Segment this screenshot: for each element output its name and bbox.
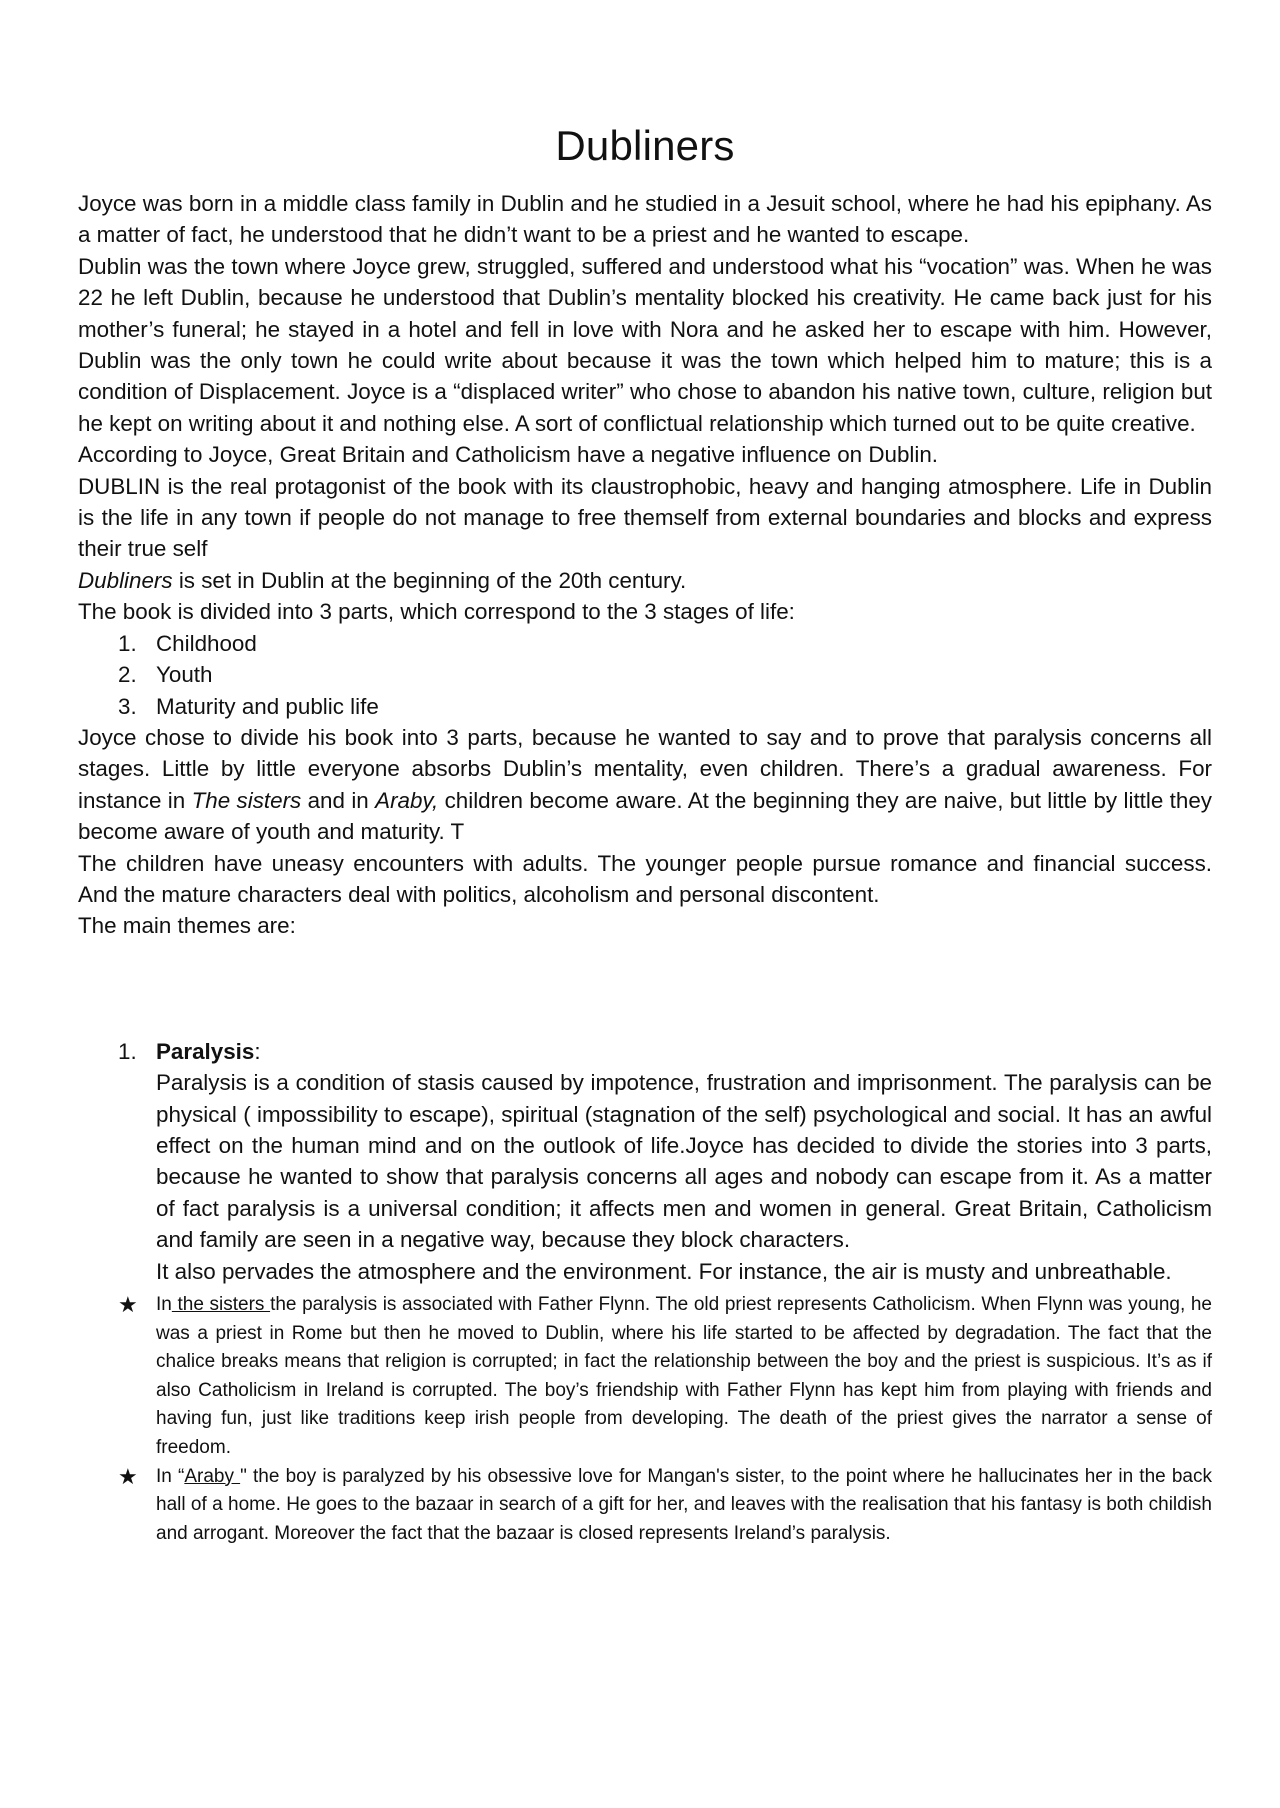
intro-paragraph-2: Dublin was the town where Joyce grew, struggled, suffered and understood what his “vocation” was. When he was 22 he left Dublin, because he understood that Dublin’s mentality blocked his creativity. He came back just for his mother’s funeral; he stayed in a hotel and fell in love with Nora and he asked her to escape with him. However, Dublin was the only town he could write about because it was the town which helped him to mature; this is a condition of Displacement. Joyce is a “displaced writer” who chose to abandon his native town, culture, religion but he kept on writing about it and nothing else. A sort of conflictual relationship which turned out to be quite creative. [78, 253, 1212, 436]
theme-paragraph-2: It also pervades the atmosphere and the environment. For instance, the air is musty and unbreathable. [156, 1258, 1172, 1284]
theme-heading-bold: Paralysis [156, 1038, 255, 1064]
book-title-italic: Dubliners [78, 567, 173, 593]
encounters-paragraph: The children have uneasy encounters with adults. The younger people pursue romance and financial success. And the mature characters deal with politics, alcoholism and personal discontent. [78, 850, 1212, 907]
bullet-text: the paralysis is associated with Father Flynn. The old priest represents Catholicism. When Flynn was young, he was a priest in Rome but then he moved to Dublin, where his life started to be affected by degradation. The fact that the chalice breaks means that religion is corrupted; in fact the relationship between the boy and the priest is suspicious. It’s as if also Catholicism in Ireland is corrupted. The boy’s friendship with Father Flynn has kept him from playing with friends and having fun, just like traditions keep irish people from developing. The death of the priest gives the narrator a sense of freedom. [156, 1294, 1212, 1458]
story-title-underlined: Araby [184, 1465, 241, 1487]
list-item [78, 691, 1212, 722]
stages-paragraph-text-b: and in [301, 787, 376, 813]
story-title-italic: Araby, [375, 787, 439, 813]
blank-space [78, 942, 1212, 1036]
theme-heading [156, 1036, 1212, 1067]
stages-paragraph [78, 722, 1212, 848]
star-bullet-icon: ★ [118, 1463, 138, 1489]
stages-paragraph-text-a: Joyce chose to divide his book into 3 parts, because he wanted to say and to prove that paralysis concerns all stages. Little by little everyone absorbs Dublin’s mentality, even children. There’s a gradual awareness. For instance in [78, 724, 1212, 813]
list-item [78, 659, 1212, 690]
list-number: 1. [118, 630, 137, 656]
list-item-label: Childhood [156, 630, 257, 656]
list-item [78, 1463, 1212, 1549]
story-title-italic: The sisters [191, 787, 302, 813]
intro-paragraph-3: According to Joyce, Great Britain and Catholicism have a negative influence on Dublin. [78, 442, 939, 468]
list-item-label: Youth [156, 662, 213, 688]
bullet-text: " the boy is paralyzed by his obsessive love for Mangan's sister, to the point where he hallucinates her in the back hall of a home. He goes to the bazaar in search of a gift for her, and leaves with the realisation that his fantasy is both childish and arrogant. Moreover the fact that the bazaar is closed represents Ireland’s paralysis. [156, 1465, 1212, 1544]
stages-paragraph-text-c: children become aware. At the beginning they are naive, but little by little they become aware of youth and maturity. T [78, 787, 1213, 845]
list-item [78, 628, 1212, 659]
bullet-text-pre: In “ [156, 1465, 185, 1487]
theme-heading-colon: : [254, 1038, 261, 1064]
list-number: 1. [118, 1038, 137, 1064]
intro-paragraph-5-text: is set in Dublin at the beginning of the 20th century. [172, 567, 687, 593]
story-title-underlined: the sisters [171, 1294, 271, 1315]
themes-list [78, 1036, 1212, 1287]
list-item [78, 1291, 1212, 1463]
list-number: 3. [118, 693, 137, 719]
examples-list [78, 1291, 1212, 1548]
list-item-label: Maturity and public life [156, 693, 379, 719]
intro-paragraph-1: Joyce was born in a middle class family in Dublin and he studied in a Jesuit school, where he had his epiphany. As a matter of fact, he understood that he didn’t want to be a priest and he wanted to escape. [78, 191, 1212, 248]
list-number: 2. [118, 662, 137, 688]
theme-paragraph: Paralysis is a condition of stasis caused by impotence, frustration and imprisonment. The paralysis can be physical ( impossibility to escape), spiritual (stagnation of the self) psychological and social. It has an awful effect on the human mind and on the outlook of life.Joyce has decided to divide the stories into 3 parts, because he wanted to show that paralysis concerns all ages and nobody can escape from it. As a matter of fact paralysis is a universal condition; it affects men and women in general. Great Britain, Catholicism and family are seen in a negative way, because they block characters. [156, 1070, 1212, 1253]
intro-paragraph-4: DUBLIN is the real protagonist of the book with its claustrophobic, heavy and hanging atmosphere. Life in Dublin is the life in any town if people do not manage to free themself from external boundaries and blocks and express their true self [78, 473, 1212, 562]
themes-intro: The main themes are: [78, 913, 296, 939]
page-title: Dubliners [555, 122, 735, 169]
intro-paragraph-6: The book is divided into 3 parts, which correspond to the 3 stages of life: [78, 599, 795, 625]
document-page [78, 118, 1212, 1548]
life-stages-list [78, 628, 1212, 722]
intro-paragraph-5 [78, 565, 1212, 596]
document-body [78, 188, 1212, 1548]
bullet-text-pre: In [156, 1294, 172, 1315]
star-bullet-icon: ★ [118, 1292, 138, 1317]
theme-item-paralysis [78, 1036, 1212, 1287]
